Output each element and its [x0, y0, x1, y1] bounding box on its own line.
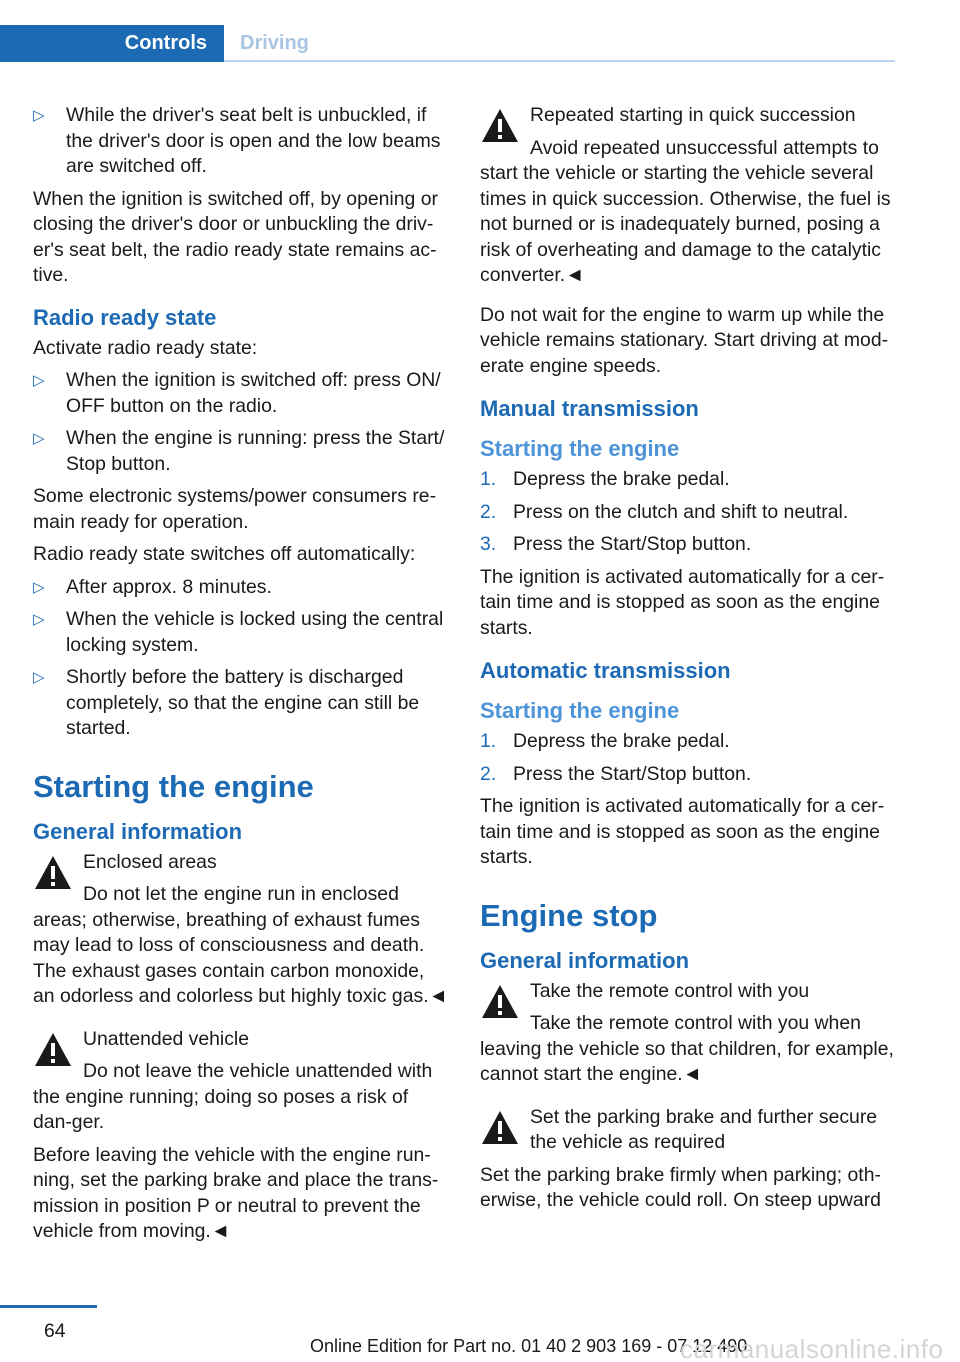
warning-remote-control — [480, 979, 898, 1088]
heading-radio-ready-state: Radio ready state — [33, 304, 217, 330]
list-item-text: While the driver's seat belt is unbuckled, if the driver's door is open and the low beams are switched off. — [66, 104, 441, 177]
list-item — [33, 368, 451, 419]
paragraph — [33, 1143, 451, 1245]
paragraph-text: Set the parking brake firmly when parking; oth‐erwise, the vehicle could roll. On steep upward — [480, 1163, 881, 1211]
warning-body: Do not let the engine run in enclosed areas; otherwise, breathing of exhaust fumes may lead to loss of consciousness and death. The exhaust gases contain carbon monoxide, an odorless and colorless but highly toxic gas. — [33, 883, 429, 1007]
step-text: Press the Start/Stop button. — [513, 533, 752, 555]
paragraph: When the ignition is switched off, by opening or closing the driver's door or unbuckling the driv‐er's seat belt, the radio ready state remains ac‐tive. — [33, 187, 438, 286]
paragraph: Some electronic systems/power consumers re‐main ready for operation. — [33, 485, 437, 533]
warning-title: Take the remote control with you — [530, 979, 810, 1002]
heading-engine-stop: Engine stop — [480, 897, 658, 933]
heading-general-information: General information — [33, 818, 243, 844]
bullet-triangle-icon: ▷ — [33, 430, 45, 447]
bullet-triangle-icon: ▷ — [33, 107, 45, 124]
step-number: 2. — [480, 500, 497, 523]
page-number: 64 — [44, 1320, 66, 1342]
tab-divider — [224, 60, 895, 62]
watermark: carmanualsonline.info — [680, 1334, 944, 1362]
warning-unattended-vehicle — [33, 1027, 451, 1136]
list-item — [480, 729, 898, 755]
heading-manual-transmission: Manual transmission — [480, 396, 699, 421]
heading-starting-the-engine: Starting the engine — [480, 698, 680, 723]
warning-triangle-icon — [480, 982, 520, 1022]
end-mark-icon: ◄ — [565, 264, 585, 286]
warning-title: Enclosed areas — [83, 850, 217, 873]
list-item — [33, 575, 451, 601]
warning-body: Avoid repeated unsuccessful attempts to start the vehicle or starting the vehicle several times in quick succession. Otherwise, the fuel is not burned or is inadequately burned, posing a risk of overheating and damage to the catalytic converter. — [480, 136, 891, 286]
warning-title: Repeated starting in quick succession — [530, 104, 856, 126]
warning-body: Do not leave the vehicle unattended with the engine running; doing so poses a risk of dan‐ger. — [33, 1060, 433, 1133]
step-number: 1. — [480, 730, 497, 752]
step-text: Depress the brake pedal. — [513, 468, 730, 490]
list-item — [480, 467, 898, 493]
footer-rule — [0, 1305, 97, 1308]
tab-controls[interactable]: Controls — [0, 25, 224, 62]
paragraph: Radio ready state switches off automatically: — [33, 543, 416, 565]
right-column — [480, 103, 898, 1221]
warning-triangle-icon — [480, 106, 520, 146]
step-number: 2. — [480, 762, 497, 785]
warning-body: Take the remote control with you when leaving the vehicle so that children, for example, cannot start the engine. — [480, 1012, 894, 1085]
edition-note: Online Edition for Part no. 01 40 2 903 169 - 07 12 490 — [310, 1336, 748, 1356]
list-item-text: When the ignition is switched off: press ON/ OFF button on the radio. — [66, 369, 441, 417]
list-item-text: When the vehicle is locked using the central locking system. — [66, 608, 444, 656]
bullet-triangle-icon: ▷ — [33, 578, 45, 596]
paragraph: The ignition is activated automatically for a cer‐tain time and is stopped as soon as the engine starts. — [480, 565, 885, 639]
end-mark-icon: ◄ — [428, 985, 448, 1007]
section-tabs — [0, 25, 895, 62]
warning-triangle-icon — [33, 1030, 73, 1070]
list-item — [33, 426, 451, 477]
list-item-text: When the engine is running: press the Start/ Stop button. — [66, 427, 445, 475]
left-column — [33, 103, 451, 1252]
heading-general-information: General information — [480, 947, 690, 973]
list-item — [33, 665, 451, 742]
bullet-triangle-icon: ▷ — [33, 669, 45, 686]
list-item-text: After approx. 8 minutes. — [66, 575, 272, 598]
step-text: Press the Start/Stop button. — [513, 762, 752, 785]
heading-starting-the-engine: Starting the engine — [480, 436, 680, 461]
warning-triangle-icon — [33, 853, 73, 893]
paragraph: The ignition is activated automatically for a cer‐tain time and is stopped as soon as the engine starts. — [480, 795, 885, 868]
step-text: Press on the clutch and shift to neutral. — [513, 500, 849, 523]
step-number: 1. — [480, 468, 497, 490]
warning-title: Set the parking brake and further secure the vehicle as required — [530, 1105, 878, 1153]
warning-title: Unattended vehicle — [83, 1027, 250, 1050]
paragraph: Activate radio ready state: — [33, 336, 258, 359]
bullet-triangle-icon: ▷ — [33, 611, 45, 628]
list-item — [33, 607, 451, 658]
warning-enclosed-areas — [33, 850, 451, 1010]
list-item — [33, 103, 451, 180]
step-number: 3. — [480, 533, 497, 555]
warning-triangle-icon — [480, 1108, 520, 1148]
heading-automatic-transmission: Automatic transmission — [480, 658, 731, 683]
list-item — [480, 532, 898, 558]
paragraph-text: Before leaving the vehicle with the engine run‐ning, set the parking brake and place the trans‐mission in position P or neutral to prevent the vehicle from moving. — [33, 1143, 439, 1242]
end-mark-icon: ◄ — [210, 1220, 231, 1242]
bullet-triangle-icon: ▷ — [33, 372, 45, 389]
warning-parking-brake — [480, 1105, 898, 1214]
list-item — [480, 762, 898, 788]
step-text: Depress the brake pedal. — [513, 730, 730, 752]
warning-repeated-starting — [480, 103, 898, 289]
heading-starting-the-engine: Starting the engine — [33, 768, 314, 804]
tab-driving[interactable]: Driving — [240, 32, 309, 54]
end-mark-icon: ◄ — [682, 1063, 702, 1085]
paragraph: Do not wait for the engine to warm up while the vehicle remains stationary. Start driving at mod‐erate engine speeds. — [480, 303, 889, 377]
list-item-text: Shortly before the battery is discharged completely, so that the engine can still be started. — [66, 666, 420, 739]
list-item — [480, 500, 898, 526]
